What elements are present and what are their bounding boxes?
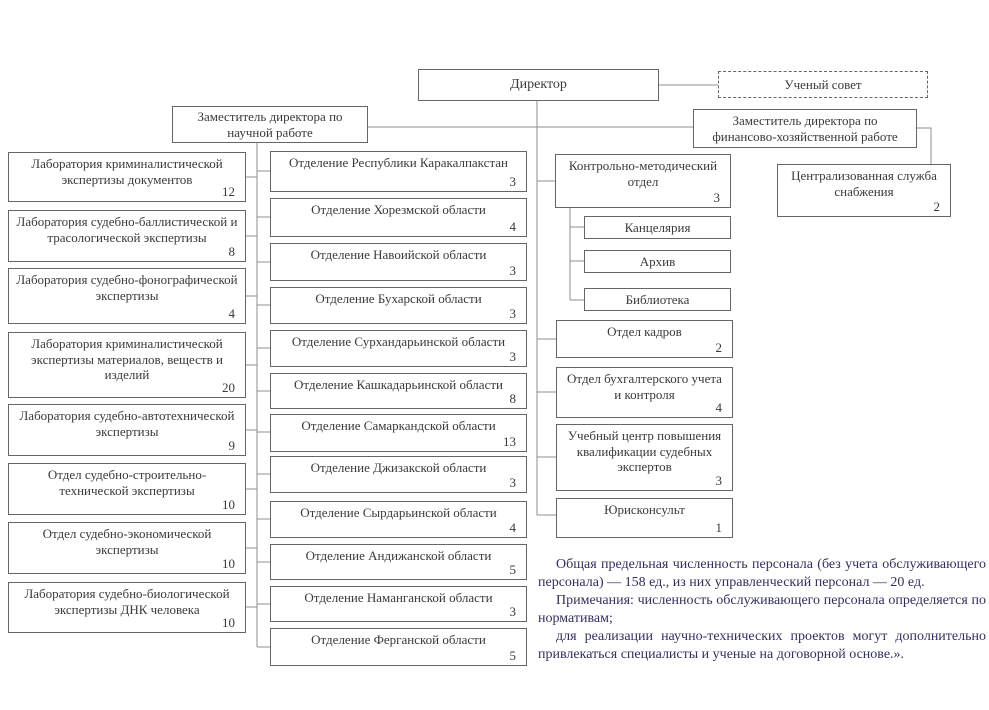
org-box-count: 8 — [228, 244, 235, 260]
org-box-archive — [584, 250, 731, 273]
org-box-label: Отделение Ферганской области — [311, 632, 486, 647]
org-box-count: 2 — [933, 199, 940, 215]
org-box-count: 8 — [509, 391, 516, 407]
org-box-label: Отдел кадров — [607, 324, 682, 339]
org-box-count: 20 — [222, 380, 235, 396]
org-box-count: 4 — [715, 400, 722, 416]
org-box-label: Архив — [639, 253, 676, 269]
org-box-count: 10 — [222, 615, 235, 631]
org-box-count: 3 — [509, 306, 516, 322]
org-box-label: Отделение Андижанской области — [305, 548, 492, 563]
org-box-label: Учебный центр повышения квалификации судебных экспертов — [567, 428, 722, 475]
org-box-label: Контрольно-методический отдел — [568, 158, 718, 189]
org-box-label: Отделение Джизакской области — [310, 460, 487, 475]
org-box-count: 4 — [509, 219, 516, 235]
org-box-branch-namangan — [270, 586, 527, 622]
org-box-label: Отделение Республики Каракалпакстан — [288, 155, 509, 170]
org-box-label: Отдел судебно-экономической экспертизы — [42, 526, 212, 557]
org-box-legal-counsel — [556, 498, 733, 538]
org-box-label: Директор — [510, 76, 567, 92]
org-box-chancellery — [584, 216, 731, 239]
org-box-dept-economic — [8, 522, 246, 574]
org-box-count: 10 — [222, 556, 235, 572]
org-box-count: 5 — [509, 648, 516, 664]
org-box-label: Лаборатория криминалистической экспертизы материалов, веществ и изделий — [31, 336, 223, 383]
org-box-label: Отделение Навоийской области — [310, 247, 487, 262]
org-box-lab-materials — [8, 332, 246, 398]
org-box-lab-phonographic — [8, 268, 246, 324]
org-box-count: 3 — [509, 349, 516, 365]
org-box-hr-dept — [556, 320, 733, 358]
org-box-label: Юрисконсульт — [604, 502, 685, 517]
org-box-branch-jizzakh — [270, 456, 527, 493]
org-box-count: 3 — [509, 475, 516, 491]
org-box-branch-samarkand — [270, 414, 527, 452]
org-box-supply-service — [777, 164, 951, 217]
org-box-label: Лаборатория судебно-баллистической и трасологической экспертизы — [16, 214, 238, 245]
org-box-branch-surkhandarya — [270, 330, 527, 367]
org-box-label: Заместитель директора по финансово-хозяйственной работе — [712, 112, 898, 144]
org-box-accounting-dept — [556, 367, 733, 418]
org-box-count: 4 — [228, 306, 235, 322]
org-box-label: Отделение Самаркандской области — [301, 418, 496, 433]
org-box-count: 1 — [715, 520, 722, 536]
org-box-lab-documents — [8, 152, 246, 202]
org-box-label: Отделение Хорезмской области — [311, 202, 486, 217]
org-box-lab-dna — [8, 582, 246, 633]
org-box-label: Отделение Наманганской области — [304, 590, 493, 605]
org-box-label: Отдел бухгалтерского учета и контроля — [567, 371, 722, 402]
org-box-training-center — [556, 424, 733, 491]
org-box-branch-bukhara — [270, 287, 527, 324]
org-box-branch-andijan — [270, 544, 527, 580]
org-box-count: 13 — [503, 434, 516, 450]
org-box-deputy-finance — [693, 109, 917, 148]
org-box-academic-council — [718, 71, 928, 98]
org-box-count: 5 — [509, 562, 516, 578]
org-box-label: Лаборатория судебно-автотехнической экспертизы — [19, 408, 235, 439]
org-box-branch-kashkadarya — [270, 373, 527, 409]
org-box-branch-khorezm — [270, 198, 527, 237]
org-box-count: 3 — [509, 604, 516, 620]
org-box-label: Заместитель директора по научной работе — [197, 108, 343, 140]
org-box-director — [418, 69, 659, 101]
org-box-count: 3 — [509, 174, 516, 190]
org-box-count: 3 — [713, 190, 720, 206]
org-box-count: 9 — [228, 438, 235, 454]
staffing-note-line: Общая предельная численность персонала (без учета обслуживающего персонала) — 158 ед., из них управленческий персонал — 20 ед. — [538, 557, 986, 590]
org-box-count: 4 — [509, 520, 516, 536]
org-box-label: Отделение Сырдарьинской области — [300, 505, 497, 520]
org-box-count: 10 — [222, 497, 235, 513]
org-box-count: 12 — [222, 184, 235, 200]
org-box-count: 3 — [715, 473, 722, 489]
org-box-branch-syrdarya — [270, 501, 527, 538]
org-box-dept-construction — [8, 463, 246, 515]
org-box-label: Ученый совет — [784, 76, 862, 92]
org-box-branch-karakalpakstan — [270, 151, 527, 192]
org-box-label: Отделение Сурхандарьинской области — [291, 334, 506, 349]
org-box-label: Отделение Кашкадарьинской области — [294, 377, 503, 392]
org-box-label: Отдел судебно-строительно-технической экспертизы — [47, 467, 207, 498]
staffing-note-line: для реализации научно-технических проектов могут дополнительно привлекаться специалисты и ученые на договорной основе.». — [538, 628, 986, 662]
org-box-library — [584, 288, 731, 311]
org-box-label: Централизованная служба снабжения — [791, 168, 937, 199]
org-box-lab-ballistics — [8, 210, 246, 262]
org-box-deputy-science — [172, 106, 368, 143]
org-box-branch-navoi — [270, 243, 527, 281]
org-box-label: Отделение Бухарской области — [315, 291, 482, 306]
staffing-note-line: Примечания: численность обслуживающего персонала определяется по нормативам; — [538, 592, 986, 626]
org-box-label: Библиотека — [625, 291, 690, 307]
org-box-label: Лаборатория криминалистической экспертизы документов — [31, 156, 223, 187]
org-box-count: 2 — [715, 340, 722, 356]
org-box-lab-autotechnical — [8, 404, 246, 456]
org-box-label: Лаборатория судебно-биологической экспертизы ДНК человека — [24, 586, 230, 617]
org-box-branch-fergana — [270, 628, 527, 666]
org-box-label: Лаборатория судебно-фонографической экспертизы — [16, 272, 238, 303]
org-box-control-methodical-dept — [555, 154, 731, 208]
staffing-note — [538, 556, 986, 663]
org-box-label: Канцелярия — [624, 219, 691, 235]
org-box-count: 3 — [509, 263, 516, 279]
